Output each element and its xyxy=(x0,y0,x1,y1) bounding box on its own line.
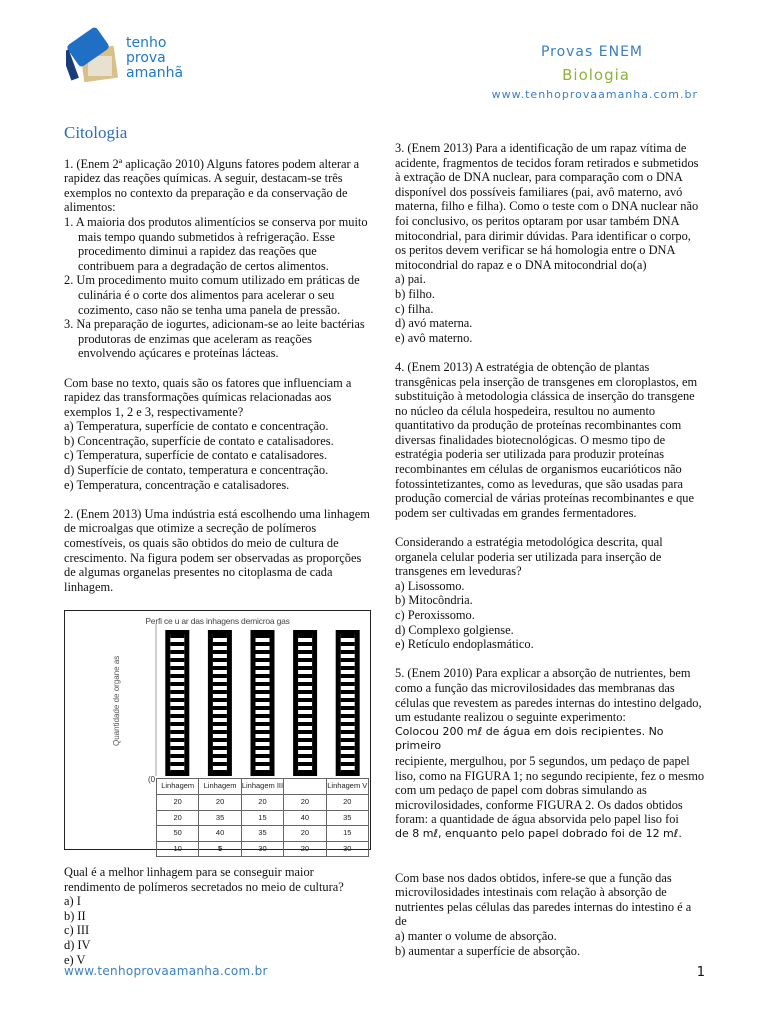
table-cell: 35 xyxy=(326,810,368,826)
q4-option-a: a) Lisossomo. xyxy=(395,578,465,593)
organelle-chart xyxy=(64,610,371,853)
q2-option-a: a) I xyxy=(64,894,81,909)
table-cell: 20 xyxy=(157,795,199,811)
q4-option-b: b) Mitocôndria. xyxy=(395,593,473,608)
table-cell: 20 xyxy=(326,795,368,811)
q3-option-c: c) filha. xyxy=(395,301,434,316)
table-cell: 15 xyxy=(326,826,368,842)
table-cell: 20 xyxy=(284,795,326,811)
chart-title: Perfi ce u ar das inhagens demicroa gas xyxy=(145,616,290,627)
q1-intro: 1. (Enem 2ª aplicação 2010) Alguns fatores podem alterar a rapidez das reações químicas. A seguir, destacam-se três exemplos no contexto da preparação e da conservação de alimentos: xyxy=(64,156,360,215)
table-cell: Linhagem xyxy=(199,779,241,795)
footer-url[interactable]: www.tenhoprovaamanha.com.br xyxy=(64,964,268,978)
q1-item: 2. Um procedimento muito comum utilizado em práticas de culinária é o corte dos alimentos para acelerar o seu cozimento, caso não se tenha uma panela de pressão. xyxy=(64,273,360,317)
q3-text: 3. (Enem 2013) Para a identificação de um rapaz vítima de acidente, fragmentos de tecidos foram retirados e submetidos à extração de DNA nuclear, para comparação com o DNA disponível dos possíveis familiares (pai, avô materno, avó materna, filho e filha). Como o teste com o DNA nuclear não foi conclusivo, os peritos optaram por usar também DNA mitocondrial, para dirimir dúvidas. Para identificar o corpo, os peritos devem verificar se há homologia entre o DNA mitocondrial do rapaz e o DNA mitocondrial do(a) xyxy=(395,141,699,272)
q2-question: Qual é a melhor linhagem para se conseguir maior rendimento de polímeros secretados no meio de cultura? xyxy=(64,865,344,894)
q1-item: 3. Na preparação de iogurtes, adicionam-se ao leite bactérias produtoras de enzimas que aceleram as reações envolvendo açúcares e proteínas lácteas. xyxy=(64,317,365,361)
q4-option-d: d) Complexo golgiense. xyxy=(395,622,514,637)
q5-question: Com base nos dados obtidos, infere-se que a função das microvilosidades intestinais com relação à absorção de nutrientes pelas células das paredes internas do intestino é a de xyxy=(395,870,692,929)
table-cell: 20 xyxy=(241,795,283,811)
table-cell: 5 xyxy=(199,841,241,857)
page-title: Citologia xyxy=(64,123,128,142)
q1-question: Com base no texto, quais são os fatores que influenciam a rapidez das transformações químicas relacionadas aos exemplos 1, 2 e 3, respectivamente? xyxy=(64,375,352,419)
logo-line: tenho xyxy=(126,35,167,51)
logo-line: prova xyxy=(126,50,166,66)
q4-question: Considerando a estratégia metodológica descrita, qual organela celular poderia ser utilizada para inserção de transgenes em leveduras? xyxy=(395,535,663,579)
table-cell: 40 xyxy=(284,810,326,826)
table-cell: 20 xyxy=(199,795,241,811)
table-cell: 30 xyxy=(326,841,368,857)
chart-ylabel: Quantidade de organe as xyxy=(112,656,121,747)
table-cell: Linhagem xyxy=(157,779,199,795)
chart-bar xyxy=(165,630,189,776)
table-cell: Linhagem V xyxy=(326,779,368,795)
logo-wordmark xyxy=(126,36,183,81)
table-cell xyxy=(284,779,326,795)
q5-option-b: b) aumentar a superfície de absorção. xyxy=(395,943,581,958)
table-cell: 40 xyxy=(199,826,241,842)
logo-line: amanhã xyxy=(126,65,184,81)
chart-plot xyxy=(64,610,371,778)
q2-option-e: e) V xyxy=(64,952,86,967)
table-cell: 35 xyxy=(199,810,241,826)
chart-table xyxy=(156,778,369,857)
table-row xyxy=(157,826,369,842)
q5-hand-a: Colocou 200 mℓ de água em dois recipientes. No primeiro xyxy=(395,724,664,753)
q2-intro: 2. (Enem 2013) Uma indústria está escolhendo uma linhagem de microalgas que otimize a secreção de polímeros comestíveis, os quais são obtidos do meio de cultura de crescimento. Na figura podem ser observadas as proporções de algumas organelas presentes no citoplasma de cada linhagem. xyxy=(64,506,370,594)
chart-bar xyxy=(208,630,232,776)
table-cell: 50 xyxy=(157,826,199,842)
q4-option-c: c) Peroxissomo. xyxy=(395,608,475,622)
q4-text: 4. (Enem 2013) A estratégia de obtenção de plantas transgênicas pela inserção de transgenes em cloroplastos, em substituição à metodologia clássica de inserção do transgene no núcleo da célula hospedeira, resultou no aumento quantitativo da produção de proteínas recombinantes com diversas finalidades biotecnológicas. O mesmo tipo de estratégia poderia ser utilizada para produzir proteínas recombinantes em células de organismos eucarióticos não fotossintetizantes, como as leveduras, que são usadas para produção comercial de várias proteínas recombinantes e que podem ser cultivadas em grandes fermentadores. xyxy=(395,359,698,520)
table-cell: 10 xyxy=(157,841,199,857)
q2-option-b: b) II xyxy=(64,908,86,923)
q3-option-b: b) filho. xyxy=(395,286,435,301)
q4-option-e: e) Retículo endoplasmático. xyxy=(395,637,534,652)
left-column xyxy=(64,123,370,967)
q1-option-c: c) Temperatura, superfície de contato e catalisadores. xyxy=(64,448,328,463)
table-cell: 30 xyxy=(241,841,283,857)
table-cell: 15 xyxy=(241,810,283,826)
q3-option-d: d) avó materna. xyxy=(395,316,473,331)
q3-option-a: a) pai. xyxy=(395,272,426,287)
table-row xyxy=(157,841,369,857)
q2-option-d: d) IV xyxy=(64,937,91,952)
table-cell: 20 xyxy=(157,810,199,826)
chart-bar xyxy=(293,630,317,776)
q2-option-c: c) III xyxy=(64,923,90,938)
table-row xyxy=(157,779,369,795)
q5-text-a: 5. (Enem 2010) Para explicar a absorção de nutrientes, bem como a função das microvilosidades das membranas das células que revestem as paredes internas do intestino delgado, um estudante realizou o seguinte experimento: xyxy=(395,666,702,725)
chart-bar xyxy=(336,630,360,776)
header-provas: Provas ENEM xyxy=(540,44,643,60)
q1-item: 1. A maioria dos produtos alimentícios se conserva por muito mais tempo quando submetidos à refrigeração. Esse procedimento diminui a rapidez das reações que contribuem para a degradação de certos alimentos. xyxy=(64,214,368,273)
page-number: 1 xyxy=(696,965,705,980)
table-cell: 20 xyxy=(284,826,326,842)
q1-option-a: a) Temperatura, superfície de contato e concentração. xyxy=(64,419,329,434)
chart-bar xyxy=(251,630,275,776)
site-logo xyxy=(66,26,206,88)
header-subject: Biologia xyxy=(562,66,630,84)
q5-hand-b: de 8 mℓ, enquanto pelo papel dobrado foi de 12 mℓ. xyxy=(395,826,682,840)
q1-option-d: d) Superfície de contato, temperatura e concentração. xyxy=(64,463,329,478)
chart-zero-label: (0 xyxy=(148,775,156,785)
q1-option-b: b) Concentração, superfície de contato e catalisadores. xyxy=(64,433,334,448)
q5-text-b: recipiente, mergulhou, por 5 segundos, um pedaço de papel liso, como na FIGURA 1; no segundo recipiente, fez o mesmo com um pedaço de papel com dobras simulando as microvilosidades, conforme FIGURA 2. Os dados obtidos foram: a quantidade de água absorvida pelo papel liso foi xyxy=(395,753,705,827)
logo-mark-icon xyxy=(66,26,122,86)
q1-option-e: e) Temperatura, concentração e catalisadores. xyxy=(64,477,290,492)
q5-option-a: a) manter o volume de absorção. xyxy=(395,929,557,944)
table-cell: 20 xyxy=(284,841,326,857)
table-cell: Linhagem III xyxy=(241,779,283,795)
table-row xyxy=(157,795,369,811)
right-column xyxy=(395,141,705,958)
q3-option-e: e) avô materno. xyxy=(395,330,473,345)
table-cell: 35 xyxy=(241,826,283,842)
header-url[interactable]: www.tenhoprovaamanha.com.br xyxy=(491,88,698,101)
table-row xyxy=(157,810,369,826)
